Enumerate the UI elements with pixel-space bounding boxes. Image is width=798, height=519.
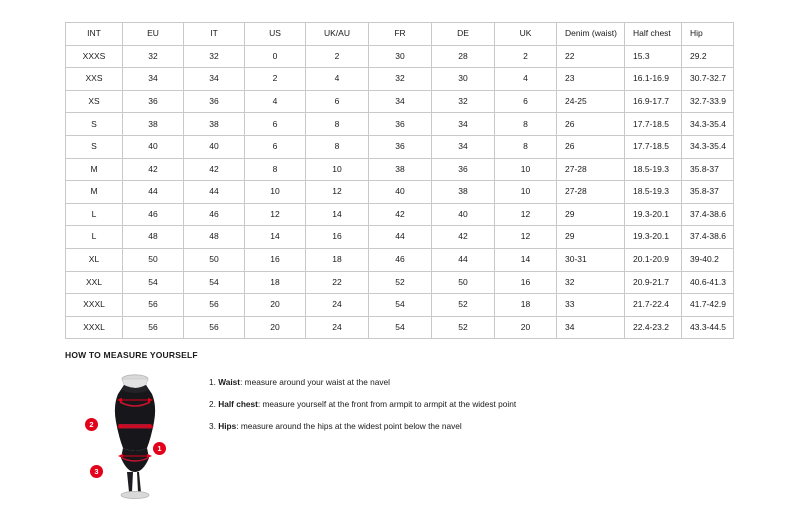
- table-cell: 8: [306, 113, 369, 136]
- table-cell: 27-28: [557, 181, 625, 204]
- table-cell: 42: [184, 158, 245, 181]
- table-cell: 40.6-41.3: [682, 271, 734, 294]
- how-to-measure-section: [65, 350, 745, 500]
- table-cell: 24: [306, 316, 369, 339]
- column-header: INT: [66, 23, 123, 46]
- table-cell: 34: [557, 316, 625, 339]
- table-cell: 39-40.2: [682, 248, 734, 271]
- table-cell: 56: [123, 316, 184, 339]
- table-cell: XXXS: [66, 45, 123, 68]
- measure-step-text: : measure around the hips at the widest point below the navel: [236, 420, 462, 431]
- table-cell: 0: [245, 45, 306, 68]
- table-cell: 41.7-42.9: [682, 294, 734, 317]
- table-cell: 52: [369, 271, 432, 294]
- column-header: Half chest: [625, 23, 682, 46]
- table-cell: 20.9-21.7: [625, 271, 682, 294]
- table-cell: 19.3-20.1: [625, 226, 682, 249]
- table-cell: XXS: [66, 68, 123, 91]
- table-cell: 36: [369, 113, 432, 136]
- table-cell: 32.7-33.9: [682, 90, 734, 113]
- table-cell: 24-25: [557, 90, 625, 113]
- table-cell: 32: [123, 45, 184, 68]
- mannequin-figure: [65, 370, 195, 500]
- table-cell: 42: [432, 226, 495, 249]
- table-cell: XL: [66, 248, 123, 271]
- measure-step-term: Waist: [218, 377, 241, 387]
- table-cell: 12: [495, 203, 557, 226]
- table-cell: 4: [495, 68, 557, 91]
- table-cell: 56: [184, 294, 245, 317]
- table-cell: 46: [369, 248, 432, 271]
- table-cell: 36: [432, 158, 495, 181]
- table-cell: S: [66, 113, 123, 136]
- table-cell: 20: [495, 316, 557, 339]
- table-row: [66, 271, 734, 294]
- column-header: DE: [432, 23, 495, 46]
- table-cell: 22: [557, 45, 625, 68]
- table-cell: 12: [245, 203, 306, 226]
- table-cell: 18.5-19.3: [625, 181, 682, 204]
- table-cell: 38: [184, 113, 245, 136]
- table-cell: 18: [495, 294, 557, 317]
- table-cell: 46: [123, 203, 184, 226]
- measure-step-term: Hips: [218, 420, 237, 431]
- table-cell: XXXL: [66, 294, 123, 317]
- table-cell: 30-31: [557, 248, 625, 271]
- table-cell: 32: [432, 90, 495, 113]
- measure-step-number: 2.: [209, 398, 216, 409]
- table-cell: 50: [184, 248, 245, 271]
- table-cell: 2: [495, 45, 557, 68]
- table-cell: 22.4-23.2: [625, 316, 682, 339]
- table-cell: 37.4-38.6: [682, 203, 734, 226]
- table-cell: 12: [306, 181, 369, 204]
- table-cell: 29.2: [682, 45, 734, 68]
- table-cell: 34: [369, 90, 432, 113]
- column-header: Hip: [682, 23, 734, 46]
- table-cell: 40: [369, 181, 432, 204]
- table-cell: 17.7-18.5: [625, 113, 682, 136]
- table-row: [66, 226, 734, 249]
- table-cell: 40: [432, 203, 495, 226]
- table-cell: 2: [306, 45, 369, 68]
- table-cell: 54: [369, 294, 432, 317]
- table-cell: 42: [123, 158, 184, 181]
- measure-instructions: [209, 370, 516, 444]
- table-cell: 26: [557, 135, 625, 158]
- table-cell: 10: [245, 181, 306, 204]
- column-header: Denim (waist): [557, 23, 625, 46]
- badge-half-chest: 2: [85, 418, 98, 431]
- size-chart-table-wrapper: [65, 22, 733, 339]
- badge-hips: 3: [90, 465, 103, 478]
- table-cell: 12: [495, 226, 557, 249]
- table-cell: 16.9-17.7: [625, 90, 682, 113]
- table-cell: 42: [369, 203, 432, 226]
- table-cell: 29: [557, 226, 625, 249]
- table-cell: 38: [369, 158, 432, 181]
- table-cell: 33: [557, 294, 625, 317]
- table-cell: 48: [123, 226, 184, 249]
- table-cell: 48: [184, 226, 245, 249]
- table-cell: 14: [495, 248, 557, 271]
- table-cell: 23: [557, 68, 625, 91]
- table-row: [66, 68, 734, 91]
- measure-step-number: 3.: [209, 420, 216, 431]
- table-cell: 10: [495, 181, 557, 204]
- table-row: [66, 203, 734, 226]
- column-header: UK: [495, 23, 557, 46]
- table-cell: 34.3-35.4: [682, 113, 734, 136]
- table-cell: 44: [123, 181, 184, 204]
- table-cell: 16: [495, 271, 557, 294]
- table-cell: 44: [432, 248, 495, 271]
- table-cell: 34.3-35.4: [682, 135, 734, 158]
- table-cell: 54: [184, 271, 245, 294]
- table-cell: 29: [557, 203, 625, 226]
- table-cell: 17.7-18.5: [625, 135, 682, 158]
- table-cell: L: [66, 203, 123, 226]
- table-row: [66, 316, 734, 339]
- how-to-measure-title: HOW TO MEASURE YOURSELF: [65, 350, 198, 360]
- table-cell: 16.1-16.9: [625, 68, 682, 91]
- size-chart-table: [65, 22, 734, 339]
- table-cell: 54: [369, 316, 432, 339]
- table-cell: 54: [123, 271, 184, 294]
- badge-waist: 1: [153, 442, 166, 455]
- table-cell: L: [66, 226, 123, 249]
- table-body: [66, 45, 734, 339]
- table-cell: 36: [369, 135, 432, 158]
- table-cell: 50: [123, 248, 184, 271]
- table-cell: 20.1-20.9: [625, 248, 682, 271]
- table-cell: 6: [245, 113, 306, 136]
- column-header: US: [245, 23, 306, 46]
- measure-step-text: : measure around your waist at the navel: [240, 377, 390, 387]
- table-cell: 38: [432, 181, 495, 204]
- table-cell: 34: [184, 68, 245, 91]
- table-cell: 30: [369, 45, 432, 68]
- table-cell: 35.8-37: [682, 158, 734, 181]
- table-cell: 44: [369, 226, 432, 249]
- column-header: IT: [184, 23, 245, 46]
- table-cell: 37.4-38.6: [682, 226, 734, 249]
- table-cell: 52: [432, 316, 495, 339]
- table-row: [66, 113, 734, 136]
- table-cell: 52: [432, 294, 495, 317]
- table-cell: 40: [123, 135, 184, 158]
- measure-step-text: : measure yourself at the front from armpit to armpit at the widest point: [257, 398, 517, 409]
- table-cell: 14: [245, 226, 306, 249]
- table-cell: 16: [306, 226, 369, 249]
- table-cell: 18: [245, 271, 306, 294]
- table-cell: XXXL: [66, 316, 123, 339]
- table-cell: 10: [306, 158, 369, 181]
- table-row: [66, 90, 734, 113]
- table-cell: 10: [495, 158, 557, 181]
- table-cell: 15.3: [625, 45, 682, 68]
- measure-step-number: 1.: [209, 377, 216, 387]
- table-cell: 20: [245, 294, 306, 317]
- table-row: [66, 135, 734, 158]
- table-cell: 32: [184, 45, 245, 68]
- table-cell: 36: [123, 90, 184, 113]
- table-row: [66, 181, 734, 204]
- table-cell: 21.7-22.4: [625, 294, 682, 317]
- how-to-measure-body: [65, 370, 745, 500]
- table-cell: 43.3-44.5: [682, 316, 734, 339]
- measure-step-term: Half chest: [218, 398, 258, 409]
- column-header: FR: [369, 23, 432, 46]
- table-cell: 36: [184, 90, 245, 113]
- table-cell: 18: [306, 248, 369, 271]
- table-header-row: [66, 23, 734, 46]
- column-header: UK/AU: [306, 23, 369, 46]
- table-cell: 4: [245, 90, 306, 113]
- table-row: [66, 45, 734, 68]
- table-cell: 34: [432, 135, 495, 158]
- table-cell: 8: [495, 135, 557, 158]
- table-cell: 50: [432, 271, 495, 294]
- table-cell: 14: [306, 203, 369, 226]
- table-cell: 30: [432, 68, 495, 91]
- table-cell: 6: [245, 135, 306, 158]
- table-cell: 16: [245, 248, 306, 271]
- table-cell: 26: [557, 113, 625, 136]
- table-cell: 24: [306, 294, 369, 317]
- table-cell: 30.7-32.7: [682, 68, 734, 91]
- table-cell: 4: [306, 68, 369, 91]
- table-cell: 28: [432, 45, 495, 68]
- table-row: [66, 294, 734, 317]
- table-cell: 56: [123, 294, 184, 317]
- table-cell: 38: [123, 113, 184, 136]
- measure-step: [209, 378, 516, 388]
- table-cell: 46: [184, 203, 245, 226]
- table-cell: M: [66, 181, 123, 204]
- table-cell: XS: [66, 90, 123, 113]
- table-cell: 32: [557, 271, 625, 294]
- table-cell: 2: [245, 68, 306, 91]
- column-header: EU: [123, 23, 184, 46]
- table-cell: 8: [495, 113, 557, 136]
- table-cell: 56: [184, 316, 245, 339]
- table-cell: 40: [184, 135, 245, 158]
- table-cell: 34: [123, 68, 184, 91]
- table-row: [66, 158, 734, 181]
- table-cell: 8: [306, 135, 369, 158]
- table-cell: 27-28: [557, 158, 625, 181]
- table-row: [66, 248, 734, 271]
- table-cell: XXL: [66, 271, 123, 294]
- table-cell: 18.5-19.3: [625, 158, 682, 181]
- table-cell: 6: [495, 90, 557, 113]
- table-cell: 34: [432, 113, 495, 136]
- table-cell: 8: [245, 158, 306, 181]
- mannequin-icon: [99, 372, 171, 500]
- measure-step: [209, 400, 516, 410]
- table-cell: 20: [245, 316, 306, 339]
- table-cell: 35.8-37: [682, 181, 734, 204]
- table-cell: 6: [306, 90, 369, 113]
- table-cell: S: [66, 135, 123, 158]
- table-cell: 19.3-20.1: [625, 203, 682, 226]
- table-cell: 44: [184, 181, 245, 204]
- measure-step: [209, 422, 516, 432]
- table-cell: M: [66, 158, 123, 181]
- table-cell: 32: [369, 68, 432, 91]
- table-cell: 22: [306, 271, 369, 294]
